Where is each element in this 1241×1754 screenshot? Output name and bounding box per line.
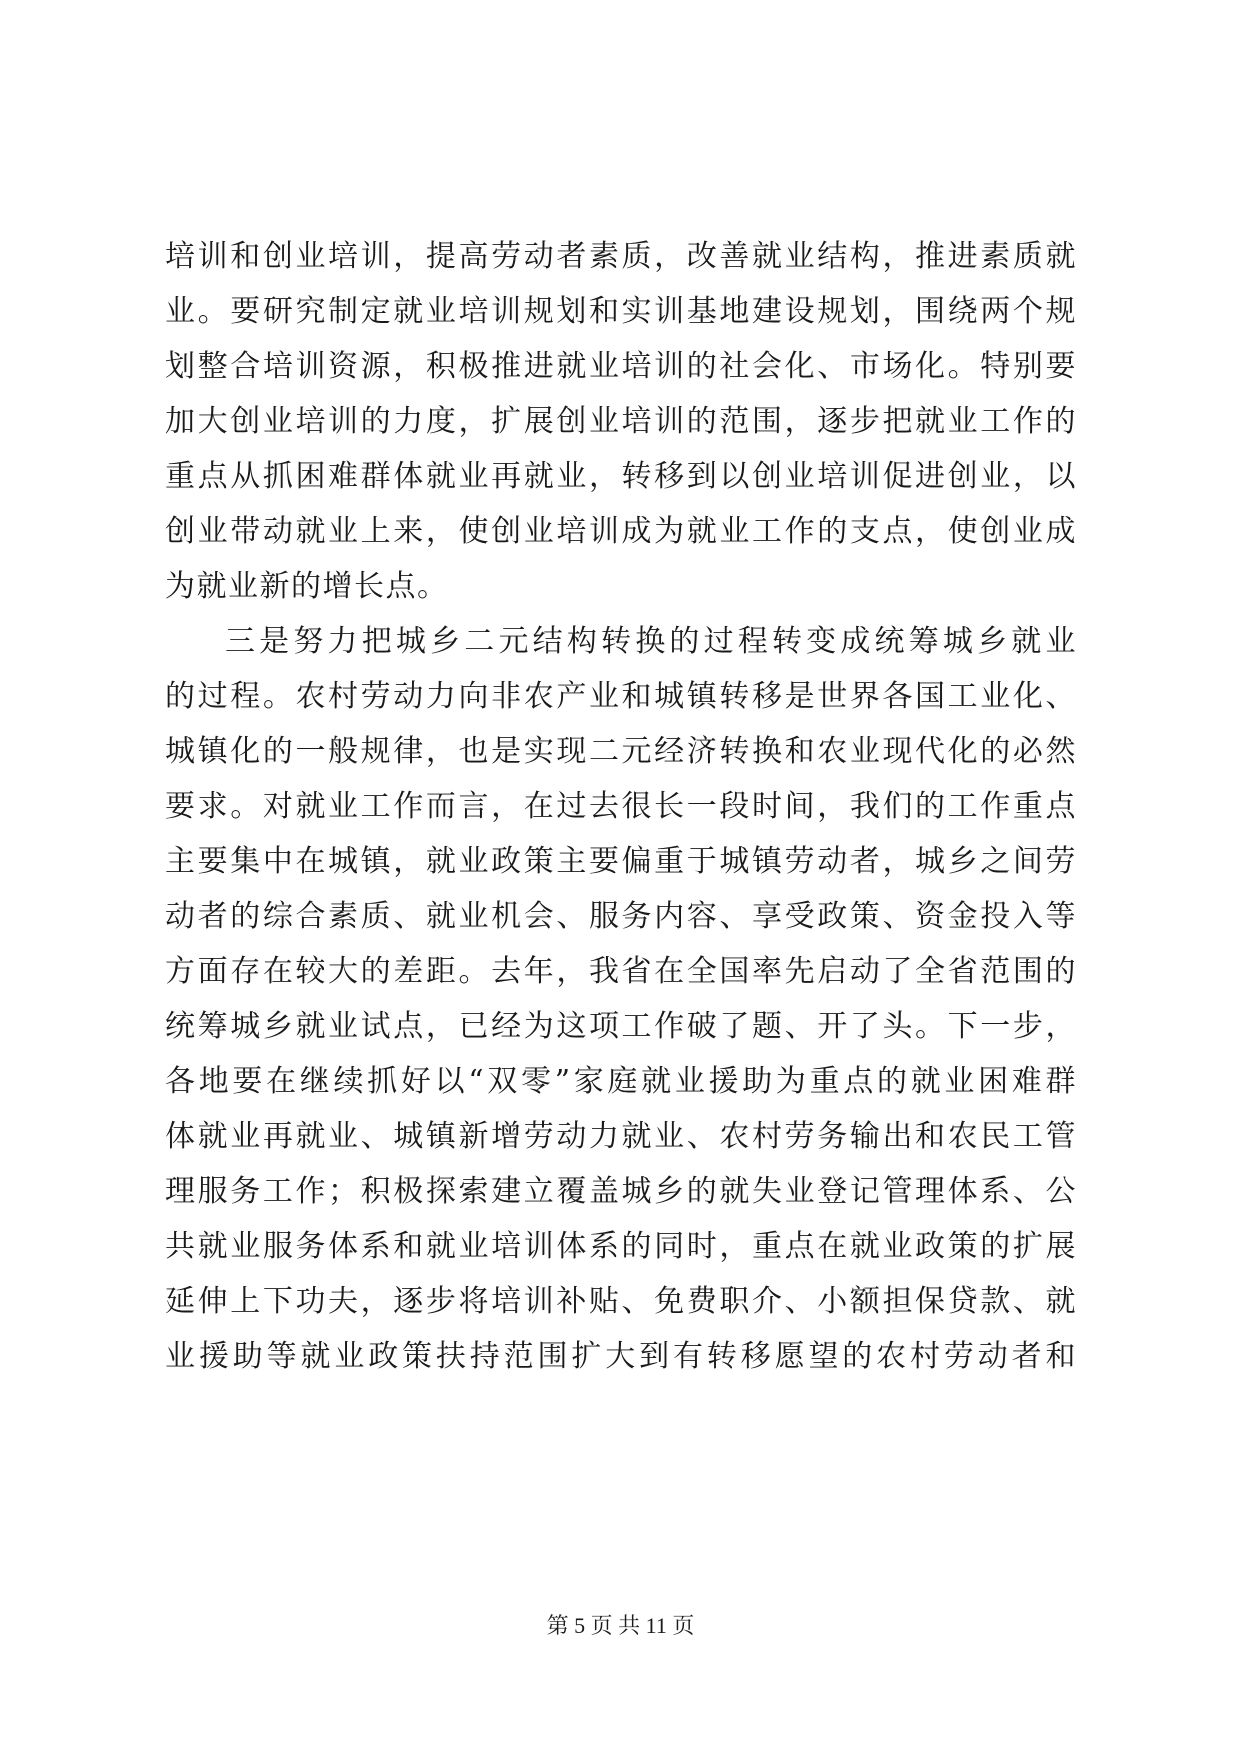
text-line: 划整合培训资源，积极推进就业培训的社会化、市场化。特别要	[165, 349, 1076, 384]
text-line: 城镇化的一般规律，也是实现二元经济转换和农业现代化的必然	[165, 734, 1076, 769]
text-line: 加大创业培训的力度，扩展创业培训的范围，逐步把就业工作的	[165, 404, 1076, 439]
page-number-footer: 第 5 页 共 11 页	[546, 1613, 695, 1638]
text-line: 要求。对就业工作而言，在过去很长一段时间，我们的工作重点	[165, 789, 1076, 824]
text-line: 业。要研究制定就业培训规划和实训基地建设规划，围绕两个规	[165, 294, 1076, 329]
text-line: 业援助等就业政策扶持范围扩大到有转移愿望的农村劳动者和	[165, 1339, 1076, 1374]
text-line: 理服务工作；积极探索建立覆盖城乡的就失业登记管理体系、公	[165, 1174, 1076, 1209]
text-line: 重点从抓困难群体就业再就业，转移到以创业培训促进创业，以	[165, 459, 1076, 494]
text-line: 延伸上下功夫，逐步将培训补贴、免费职介、小额担保贷款、就	[165, 1284, 1076, 1319]
paragraph-first-line: 三是努力把城乡二元结构转换的过程转变成统筹城乡就业	[225, 624, 1076, 659]
text-line: 主要集中在城镇，就业政策主要偏重于城镇劳动者，城乡之间劳	[165, 844, 1076, 879]
text-line: 共就业服务体系和就业培训体系的同时，重点在就业政策的扩展	[165, 1229, 1076, 1264]
text-line: 方面存在较大的差距。去年，我省在全国率先启动了全省范围的	[165, 954, 1076, 989]
text-line: 统筹城乡就业试点，已经为这项工作破了题、开了头。下一步，	[165, 1009, 1076, 1044]
text-line: 创业带动就业上来，使创业培训成为就业工作的支点，使创业成	[165, 514, 1076, 549]
text-line: 动者的综合素质、就业机会、服务内容、享受政策、资金投入等	[165, 899, 1076, 934]
text-line: 体就业再就业、城镇新增劳动力就业、农村劳务输出和农民工管	[165, 1119, 1076, 1154]
text-line: 各地要在继续抓好以“双零”家庭就业援助为重点的就业困难群	[165, 1064, 1076, 1099]
text-line: 为就业新的增长点。	[165, 569, 449, 604]
text-line: 的过程。农村劳动力向非农产业和城镇转移是世界各国工业化、	[165, 679, 1076, 714]
text-line: 培训和创业培训，提高劳动者素质，改善就业结构，推进素质就	[165, 239, 1076, 274]
